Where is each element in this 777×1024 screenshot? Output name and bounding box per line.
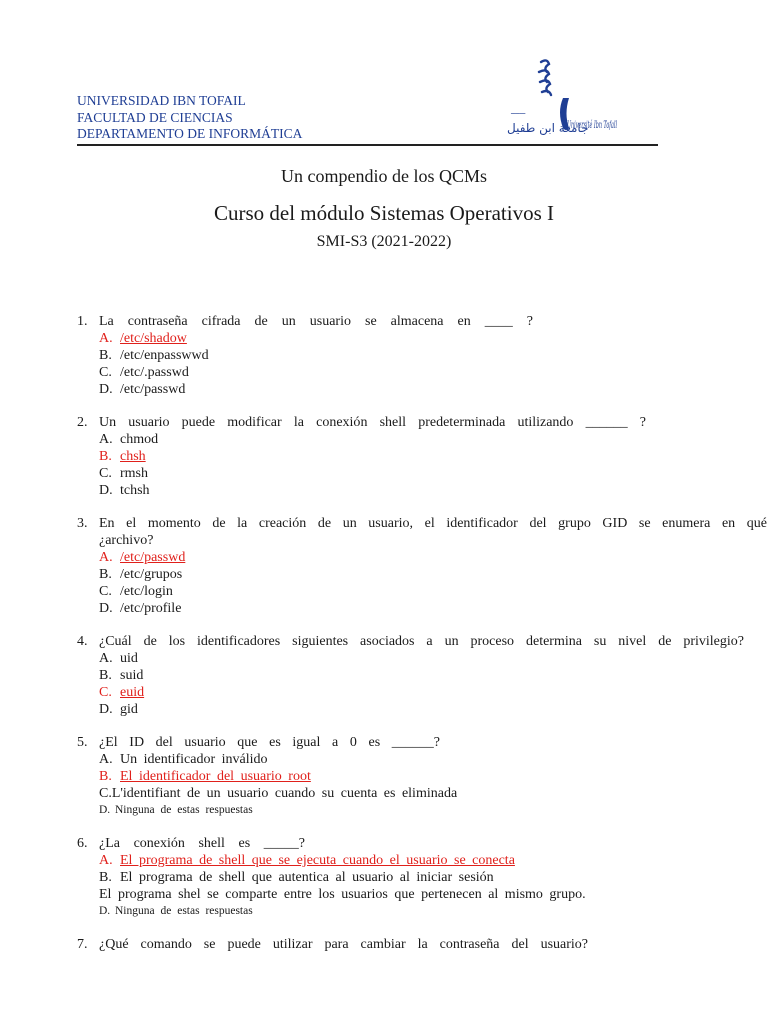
svg-text:ـــــــ: ـــــــ <box>511 108 526 116</box>
question-text: ¿Cuál de los identificadores siguientes asociados a un proceso determina su nivel de privilegio? <box>99 634 744 649</box>
option-d: D. gid <box>99 702 138 717</box>
question-6 <box>77 835 777 920</box>
question-2 <box>77 414 777 499</box>
option-a: A. /etc/shadow <box>99 331 187 346</box>
question-5 <box>77 734 777 819</box>
option-c: C. /etc/login <box>99 584 173 599</box>
option-b: B. /etc/grupos <box>99 567 183 582</box>
group-title: SMI-S3 (2021-2022) <box>316 233 452 250</box>
question-text: En el momento de la creación de un usuario, el identificador del grupo GID se enumera en qué ¿archivo? <box>99 516 767 548</box>
faculty-name: FACULTAD DE CIENCIAS <box>77 109 233 125</box>
question-number: 7. <box>77 937 88 952</box>
logo-arabic-text: جامعة ابن طفيل <box>507 121 589 135</box>
option-b: B. suid <box>99 668 144 683</box>
option-b: B. El programa de shell que autentica al usuario al iniciar sesión <box>99 870 494 885</box>
logo-latin-text: Université Ibn Tofaïl <box>567 120 617 131</box>
option-d: D. /etc/profile <box>99 601 182 616</box>
question-list <box>77 313 777 969</box>
option-a: A. Un identificador inválido <box>99 752 268 767</box>
option-c: C. /etc/.passwd <box>99 365 189 380</box>
institution-block <box>77 93 302 143</box>
question-text: Un usuario puede modificar la conexión shell predeterminada utilizando ______ ? <box>99 415 646 430</box>
question-text: La contraseña cifrada de un usuario se almacena en ____ ? <box>99 314 533 329</box>
question-text: ¿La conexión shell es _____? <box>99 836 305 851</box>
option-b: B. El identificador del usuario root <box>99 769 311 784</box>
question-text: ¿Qué comando se puede utilizar para cambiar la contraseña del usuario? <box>99 937 588 952</box>
university-logo <box>505 56 617 140</box>
option-a: A. El programa de shell que se ejecuta cuando el usuario se conecta <box>99 853 515 868</box>
question-3 <box>77 515 777 617</box>
option-a: A. /etc/passwd <box>99 550 186 565</box>
course-title: Curso del módulo Sistemas Operativos I <box>213 201 555 225</box>
question-number: 6. <box>77 836 88 851</box>
option-c: C. rmsh <box>99 466 148 481</box>
compendium-title: Un compendio de los QCMs <box>281 166 487 186</box>
option-c: C.L'identifiant de un usuario cuando su cuenta es eliminada <box>99 786 458 801</box>
question-number: 2. <box>77 415 88 430</box>
option-a: A. uid <box>99 651 138 666</box>
question-1 <box>77 313 777 398</box>
header-divider <box>77 144 658 146</box>
question-4 <box>77 633 777 718</box>
option-d: D. Ninguna de estas respuestas <box>99 804 253 816</box>
department-name: DEPARTAMENTO DE INFORMÁTICA <box>77 126 303 141</box>
question-7 <box>77 936 777 953</box>
option-b: B. chsh <box>99 449 146 464</box>
question-number: 3. <box>77 516 88 531</box>
document-header <box>77 56 658 146</box>
option-a: A. chmod <box>99 432 159 447</box>
question-number: 5. <box>77 735 88 750</box>
question-number: 4. <box>77 634 88 649</box>
option-c: C. euid <box>99 685 145 700</box>
question-number: 1. <box>77 314 88 329</box>
question-text: ¿El ID del usuario que es igual a 0 es ______? <box>99 735 440 750</box>
option-d: D. /etc/passwd <box>99 382 186 397</box>
option-d: D. Ninguna de estas respuestas <box>99 905 253 917</box>
option-b: B. /etc/enpasswwd <box>99 348 209 363</box>
university-name: UNIVERSIDAD IBN TOFAIL <box>77 93 246 108</box>
option-d: D. tchsh <box>99 483 150 498</box>
option-c: El programa shel se comparte entre los usuarios que pertenecen al mismo grupo. <box>99 887 586 902</box>
